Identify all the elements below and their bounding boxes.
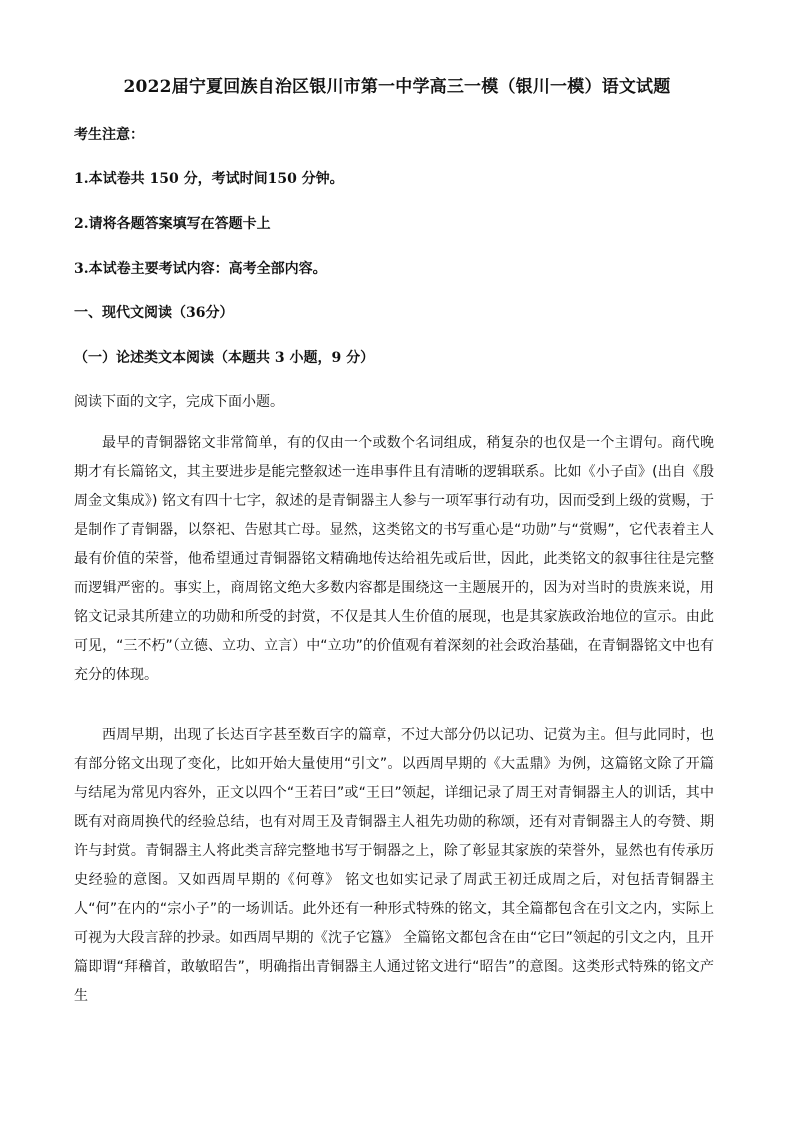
body-paragraph-1: 最早的青铜器铭文非常简单，有的仅由一个或数个名词组成，稍复杂的也仅是一个主谓句。商代晚期才有长篇铭文，其主要进步是能完整叙述一连串事件且有清晰的逻辑联系。比如《小子卣》(出自《殷周金文集成》) 铭文有四十七字，叙述的是青铜器主人参与一项军事行动有功，因而受到上级的赏赐，于是制作了青铜器，以祭祀、告慰其亡母。显然，这类铭文的书写重心是“功勋”与“赏赐”，它代表着主人最有价值的荣誉，他希望通过青铜器铭文精确地传达给祖先或后世，因此，此类铭文的叙事往往是完整而逻辑严密的。事实上，商周铭文绝大多数内容都是围绕这一主题展开的，因为对当时的贵族来说，用铭文记录其所建立的功勋和所受的封赏，不仅是其人生价值的展现，也是其家族政治地位的宣示。由此可见，“三不朽”（立德、立功、立言）中“立功”的价值观有着深刻的社会政治基础，在青铜器铭文中也有充分的体现。 xyxy=(74,435,714,683)
notice-item-2: 2.请将各题答案填写在答题卡上 xyxy=(74,216,271,232)
notice-item-1: 1.本试卷共 150 分，考试时间150 分钟。 xyxy=(74,171,344,187)
notice-item-3: 3.本试卷主要考试内容：高考全部内容。 xyxy=(74,261,327,277)
subsection-heading: （一）论述类文本阅读（本题共 3 小题，9 分） xyxy=(74,350,375,366)
notice-heading: 考生注意： xyxy=(74,127,144,143)
section-heading: 一、现代文阅读（36分） xyxy=(74,305,234,321)
document-title: 2022届宁夏回族自治区银川市第一中学高三一模（银川一模）语文试题 xyxy=(123,77,671,97)
body-paragraph-2: 西周早期，出现了长达百字甚至数百字的篇章，不过大部分仍以记功、记赏为主。但与此同时，也有部分铭文出现了变化，比如开始大量使用“引文”。以西周早期的《大盂鼎》为例，这篇铭文除了开篇与结尾为常见内容外，正文以四个“王若曰”或“王曰”领起，详细记录了周王对青铜器主人的训话，其中既有对商周换代的经验总结，也有对周王及青铜器主人祖先功勋的称颂，还有对青铜器主人的夸赞、期许与封赏。青铜器主人将此类言辞完整地书写于铜器之上，除了彰显其家族的荣誉外，显然也有传承历史经验的意图。又如西周早期的《何尊》 铭文也如实记录了周武王初迁成周之后，对包括青铜器主人“何”在内的“宗小子”的一场训话。此外还有一种形式特殊的铭文，其全篇都包含在引文之内，实际上可视为大段言辞的抄录。如西周早期的《沈子它簋》 全篇铭文都包含在由“它曰”领起的引文之内，且开篇即谓“拜稽首，敢敏昭告”，明确指出青铜器主人通过铭文进行“昭告”的意图。这类形式特殊的铭文产生 xyxy=(74,727,714,1004)
reading-instruction: 阅读下面的文字，完成下面小题。 xyxy=(74,394,284,410)
